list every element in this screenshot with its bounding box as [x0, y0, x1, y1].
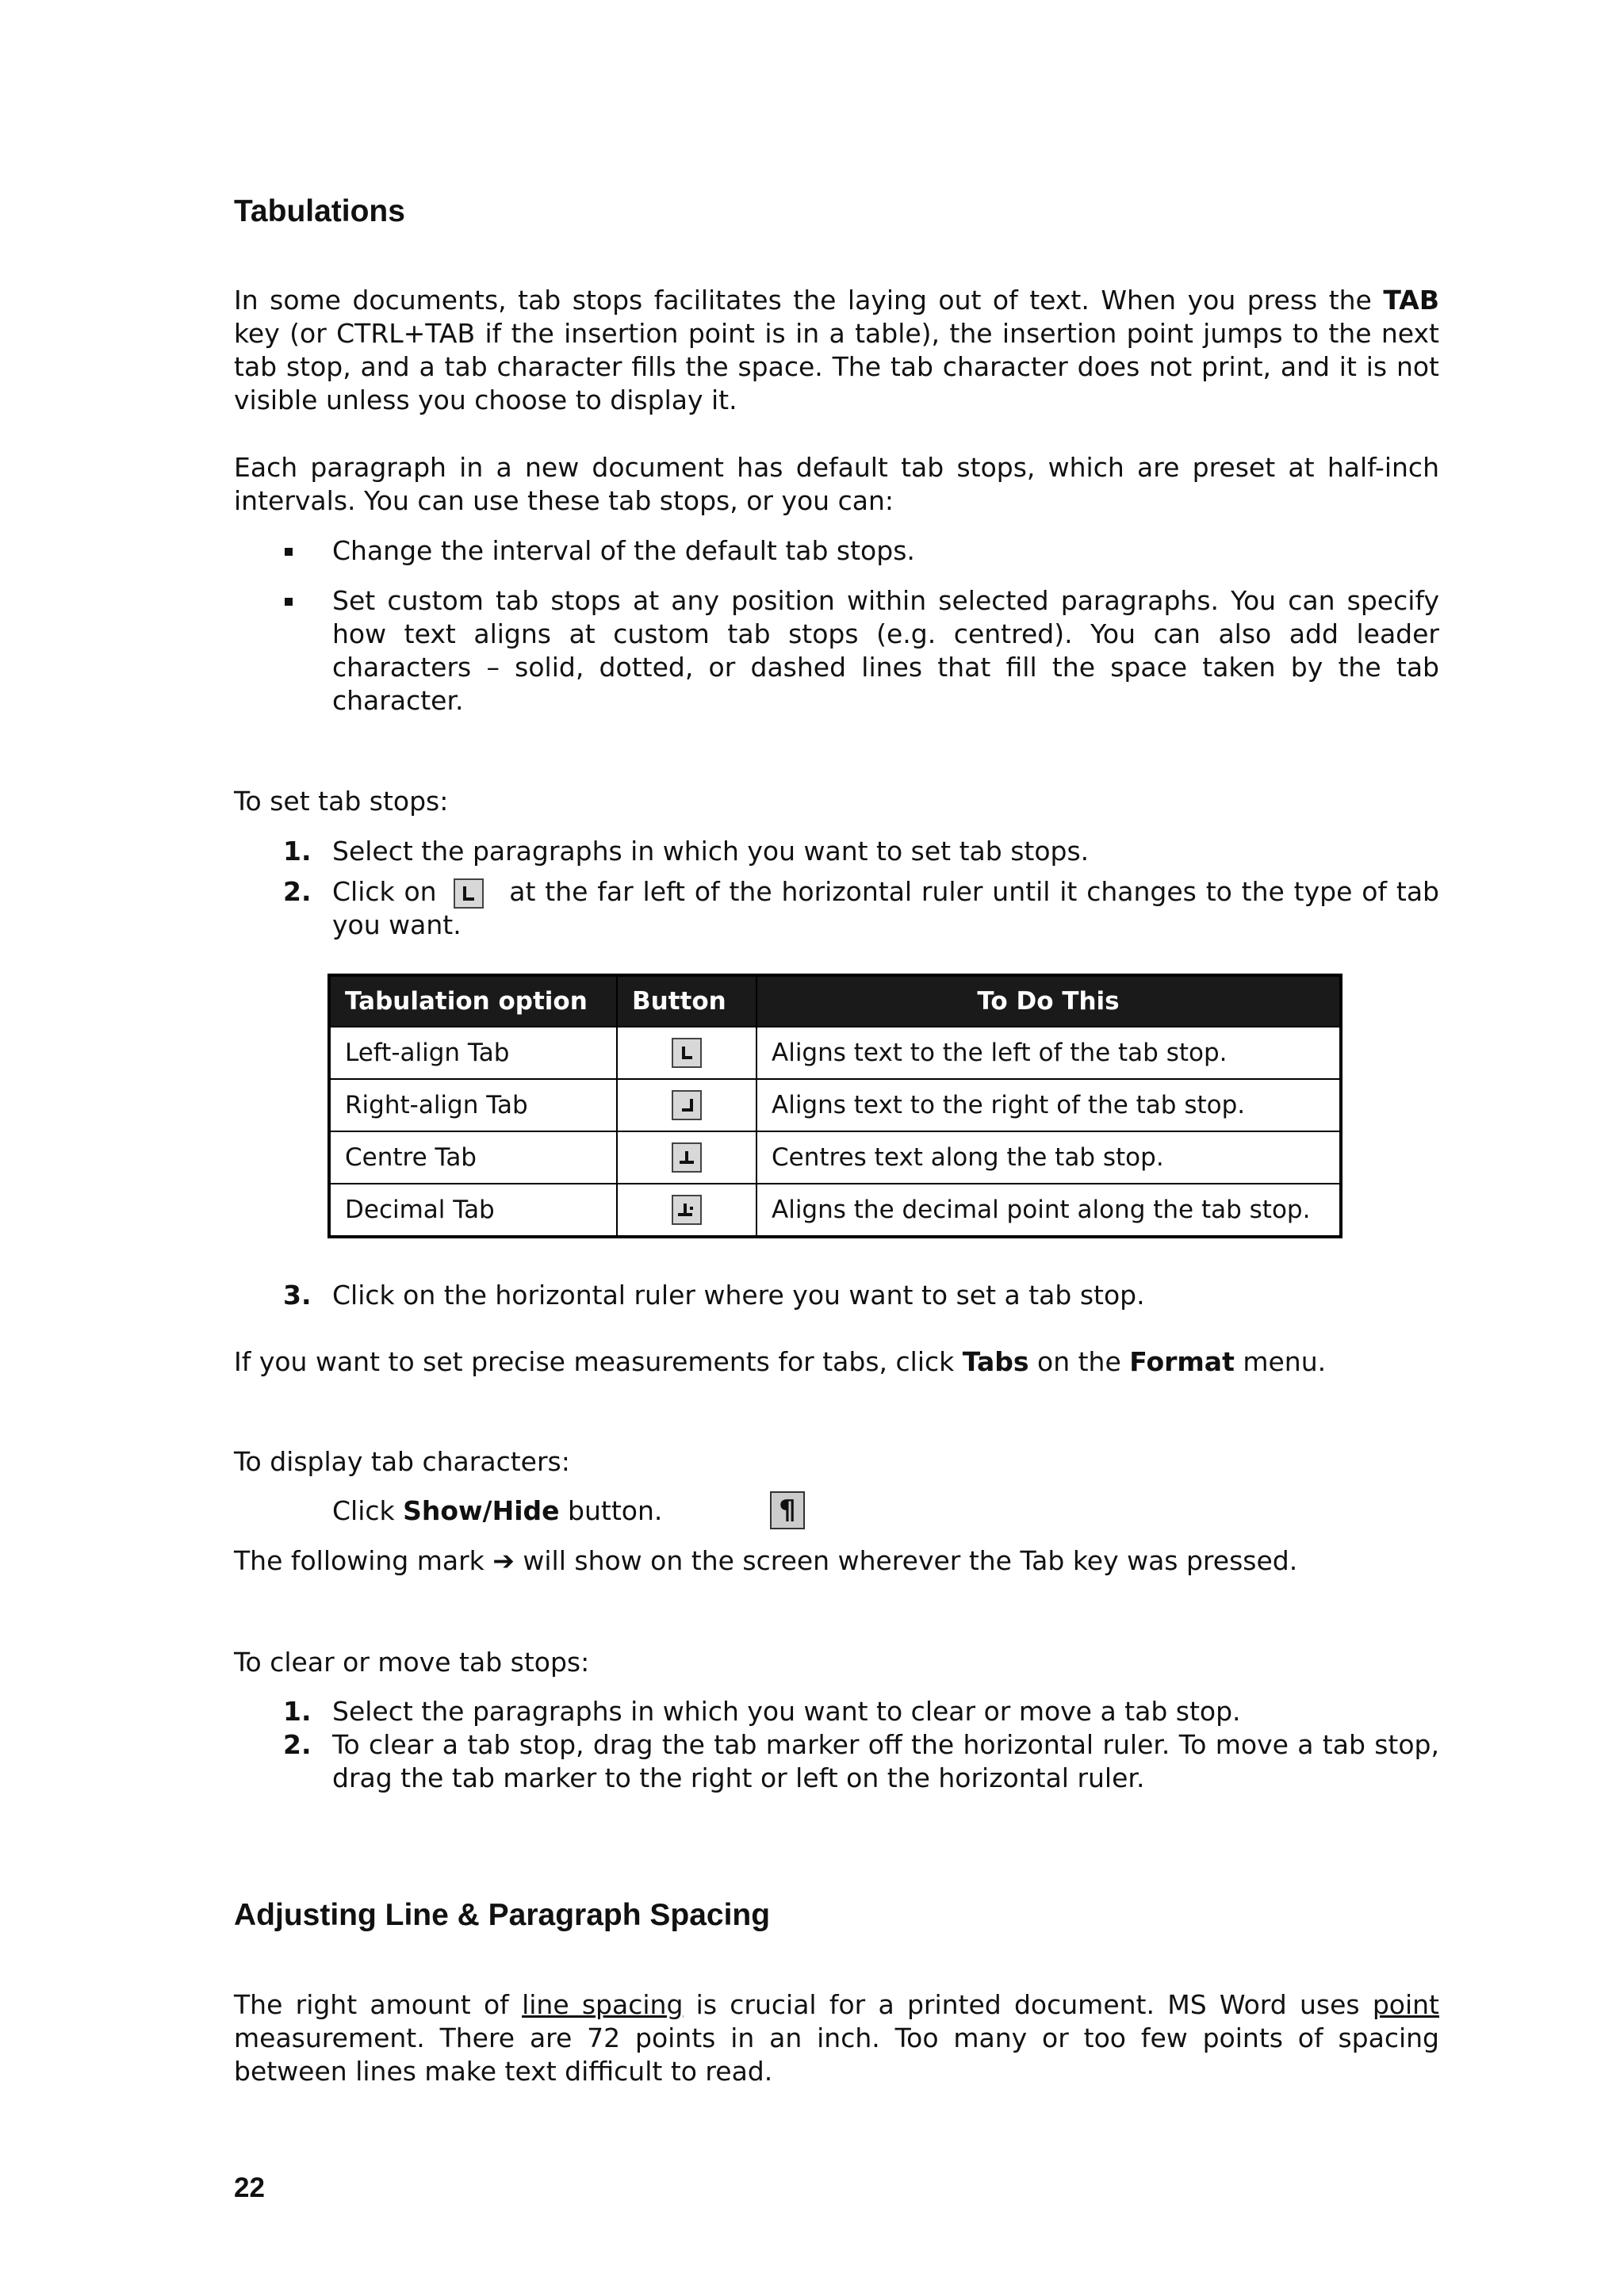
- precise-measurements-text: If you want to set precise measurements for tabs, click Tabs on the Format menu.: [234, 1346, 1327, 1377]
- center-tab-icon: [672, 1142, 702, 1173]
- page-number: 22: [234, 2172, 265, 2203]
- point-link[interactable]: point: [1372, 1989, 1439, 2020]
- table-row: Right-align Tab Aligns text to the right of the tab stop.: [329, 1079, 1341, 1131]
- spacing-heading: Adjusting Line & Paragraph Spacing: [234, 1898, 771, 1932]
- display-tabs-label: To display tab characters:: [234, 1446, 570, 1477]
- clear-tabs-label: To clear or move tab stops:: [234, 1647, 590, 1678]
- table-row: Decimal Tab Aligns the decimal point along the tab stop.: [329, 1184, 1341, 1237]
- left-tab-icon: [672, 1038, 702, 1068]
- left-tab-icon[interactable]: [454, 878, 484, 909]
- tab-mark-explanation: The following mark ➔ will show on the screen wherever the Tab key was pressed.: [234, 1545, 1298, 1576]
- header-button: Button: [617, 975, 756, 1027]
- tabulation-options-table: [327, 974, 1342, 1238]
- bullet-icon: [285, 548, 293, 556]
- intro-paragraph-2: Each paragraph in a new document has default tab stops, which are preset at half-inch intervals. You can use these tab stops, or you can:: [234, 452, 1439, 516]
- header-option: Tabulation option: [329, 975, 617, 1027]
- right-tab-icon: [672, 1090, 702, 1120]
- intro-paragraph-1: In some documents, tab stops facilitates the laying out of text. When you press the TAB key (or CTRL+TAB if the insertion point is in a table), the insertion point jumps to the next tab stop, and a tab character fills the space. The tab character does not print, and it is not visible unless you choose to display it.: [234, 285, 1439, 415]
- show-hide-pilcrow-icon[interactable]: ¶: [770, 1491, 805, 1529]
- bullet-icon: [285, 598, 293, 606]
- header-description: To Do This: [756, 975, 1341, 1027]
- table-header-row: [329, 975, 1341, 1027]
- decimal-tab-icon: [672, 1195, 702, 1225]
- set-tabs-label: To set tab stops:: [234, 786, 449, 817]
- tabulations-heading: Tabulations: [234, 194, 405, 228]
- line-spacing-link[interactable]: line spacing: [522, 1989, 684, 2020]
- table-row: Centre Tab Centres text along the tab stop.: [329, 1131, 1341, 1184]
- spacing-paragraph: The right amount of line spacing is crucial for a printed document. MS Word uses point measurement. There are 72 points in an inch. Too many or too few points of spacing between lines make text difficult to read.: [234, 1989, 1439, 2087]
- arrow-right-icon: ➔: [492, 1545, 515, 1576]
- table-row: Left-align Tab Aligns text to the left of the tab stop.: [329, 1027, 1341, 1079]
